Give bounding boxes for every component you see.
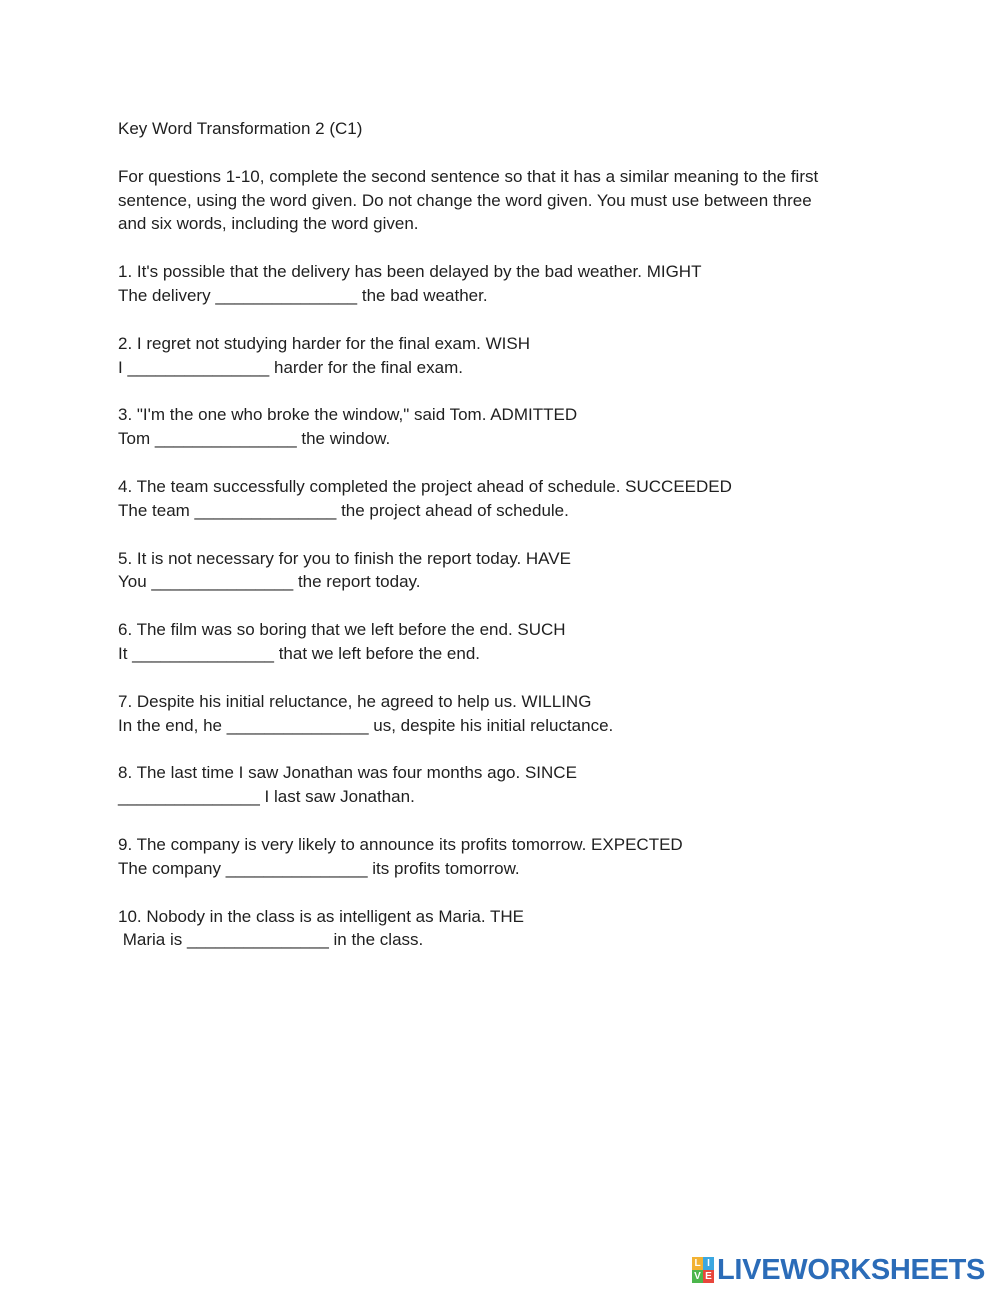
logo-mark-letter: L: [692, 1257, 703, 1270]
question-10: [118, 905, 878, 953]
question-answer-line: I _______________ harder for the final exam.: [118, 357, 463, 377]
instructions-line: For questions 1-10, complete the second sentence so that it has a similar meaning to the first: [118, 166, 819, 186]
question-answer-line: In the end, he _______________ us, despite his initial reluctance.: [118, 715, 614, 735]
question-7: [118, 690, 878, 738]
question-3: [118, 403, 878, 451]
question-5: [118, 547, 878, 595]
question-answer-line: It _______________ that we left before the end.: [118, 643, 481, 663]
question-prompt: 1. It's possible that the delivery has been delayed by the bad weather. MIGHT: [118, 262, 702, 282]
question-prompt: 6. The film was so boring that we left before the end. SUCH: [118, 620, 566, 640]
question-4: [118, 475, 878, 523]
instructions-line: sentence, using the word given. Do not change the word given. You must use between three: [118, 190, 812, 210]
question-prompt: 7. Despite his initial reluctance, he agreed to help us. WILLING: [118, 691, 592, 711]
question-answer-line: Maria is _______________ in the class.: [118, 930, 424, 950]
question-answer-line: The delivery _______________ the bad weather.: [118, 285, 488, 305]
worksheet-title: Key Word Transformation 2 (C1): [118, 119, 363, 138]
logo-mark-letter: I: [703, 1257, 714, 1270]
question-prompt: 8. The last time I saw Jonathan was four months ago. SINCE: [118, 763, 577, 783]
question-prompt: 4. The team successfully completed the project ahead of schedule. SUCCEEDED: [118, 476, 732, 496]
logo-mark-letter: E: [703, 1270, 714, 1283]
question-1: [118, 260, 878, 308]
question-prompt: 5. It is not necessary for you to finish the report today. HAVE: [118, 548, 571, 568]
worksheet-page: [118, 117, 878, 976]
question-prompt: 2. I regret not studying harder for the final exam. WISH: [118, 333, 530, 353]
question-answer-line: The company _______________ its profits tomorrow.: [118, 858, 520, 878]
question-answer-line: The team _______________ the project ahead of schedule.: [118, 500, 569, 520]
question-prompt: 10. Nobody in the class is as intelligent as Maria. THE: [118, 906, 524, 926]
question-prompt: 3. "I'm the one who broke the window," said Tom. ADMITTED: [118, 405, 578, 425]
question-prompt: 9. The company is very likely to announce its profits tomorrow. EXPECTED: [118, 834, 683, 854]
question-answer-line: _______________ I last saw Jonathan.: [118, 787, 415, 807]
liveworksheets-logo: [692, 1254, 985, 1286]
question-9: [118, 833, 878, 881]
question-8: [118, 761, 878, 809]
question-answer-line: Tom _______________ the window.: [118, 429, 391, 449]
logo-mark-letter: V: [692, 1270, 703, 1283]
logo-text: LIVEWORKSHEETS: [717, 1254, 986, 1286]
question-6: [118, 618, 878, 666]
liveworksheets-mark-icon: [692, 1257, 714, 1283]
question-answer-line: You _______________ the report today.: [118, 572, 421, 592]
question-2: [118, 332, 878, 380]
instructions-line: and six words, including the word given.: [118, 214, 419, 234]
instructions: [118, 165, 878, 236]
